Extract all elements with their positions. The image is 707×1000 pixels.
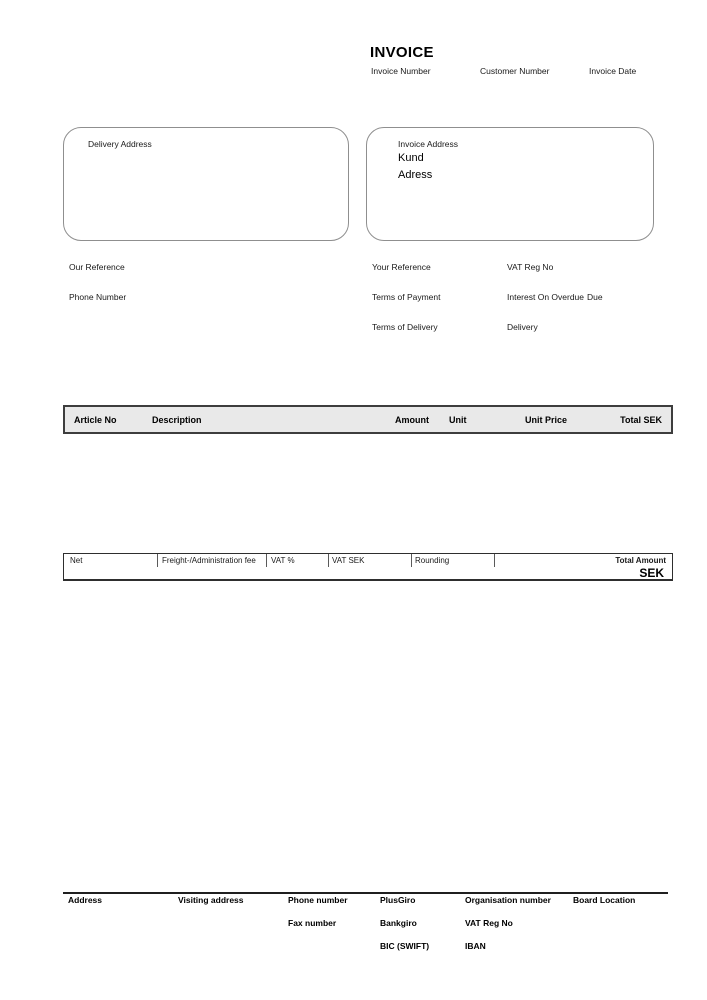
items-table-header (63, 405, 673, 434)
summary-row (63, 553, 673, 581)
column-amount: Amount (395, 415, 429, 425)
net-label: Net (70, 556, 83, 565)
summary-divider (328, 554, 329, 567)
phone-number-label: Phone Number (69, 292, 127, 302)
footer-visiting-address-label: Visiting address (178, 895, 244, 905)
invoice-address-box (366, 127, 654, 241)
column-article-no: Article No (74, 415, 117, 425)
page-title: INVOICE (370, 44, 434, 61)
column-unit-price: Unit Price (525, 415, 568, 425)
your-reference-label: Your Reference (372, 262, 431, 272)
column-unit: Unit (449, 415, 467, 425)
invoice-address-label: Invoice Address (398, 139, 459, 149)
terms-of-payment-label: Terms of Payment (372, 292, 441, 302)
footer-rule (63, 892, 668, 894)
total-currency-label: SEK (639, 566, 664, 580)
footer-plusgiro-label: PlusGiro (380, 895, 416, 905)
items-table-body (63, 434, 673, 553)
rounding-label: Rounding (415, 556, 450, 565)
interest-on-overdue-label: Interest On Overdue (507, 292, 585, 302)
summary-divider (494, 554, 495, 567)
column-total-sek: Total SEK (620, 415, 662, 425)
our-reference-label: Our Reference (69, 262, 125, 272)
total-amount-label: Total Amount (615, 556, 666, 565)
summary-divider (411, 554, 412, 567)
footer-address-label: Address (68, 895, 103, 905)
footer-organisation-number-label: Organisation number (465, 895, 551, 905)
footer-iban-label: IBAN (465, 941, 486, 951)
footer-fax-number-label: Fax number (288, 918, 337, 928)
footer-board-location-label: Board Location (573, 895, 636, 905)
freight-fee-label: Freight-/Administration fee (162, 556, 256, 565)
recipient-name: Kund (398, 152, 424, 164)
due-label: Due (587, 292, 603, 302)
recipient-address: Adress (398, 169, 433, 181)
delivery-label: Delivery (507, 322, 538, 332)
footer-phone-number-label: Phone number (288, 895, 348, 905)
customer-number-label: Customer Number (480, 66, 550, 76)
footer-bankgiro-label: Bankgiro (380, 918, 417, 928)
invoice-number-label: Invoice Number (371, 66, 431, 76)
summary-divider (266, 554, 267, 567)
column-description: Description (152, 415, 202, 425)
footer-vat-reg-no-label: VAT Reg No (465, 918, 513, 928)
delivery-address-box (63, 127, 349, 241)
vat-sek-label: VAT SEK (332, 556, 365, 565)
delivery-address-label: Delivery Address (88, 139, 152, 149)
invoice-date-label: Invoice Date (589, 66, 637, 76)
vat-percent-label: VAT % (271, 556, 295, 565)
summary-divider (157, 554, 158, 567)
terms-of-delivery-label: Terms of Delivery (372, 322, 438, 332)
footer-bic-swift-label: BIC (SWIFT) (380, 941, 430, 951)
vat-reg-no-label: VAT Reg No (507, 262, 554, 272)
